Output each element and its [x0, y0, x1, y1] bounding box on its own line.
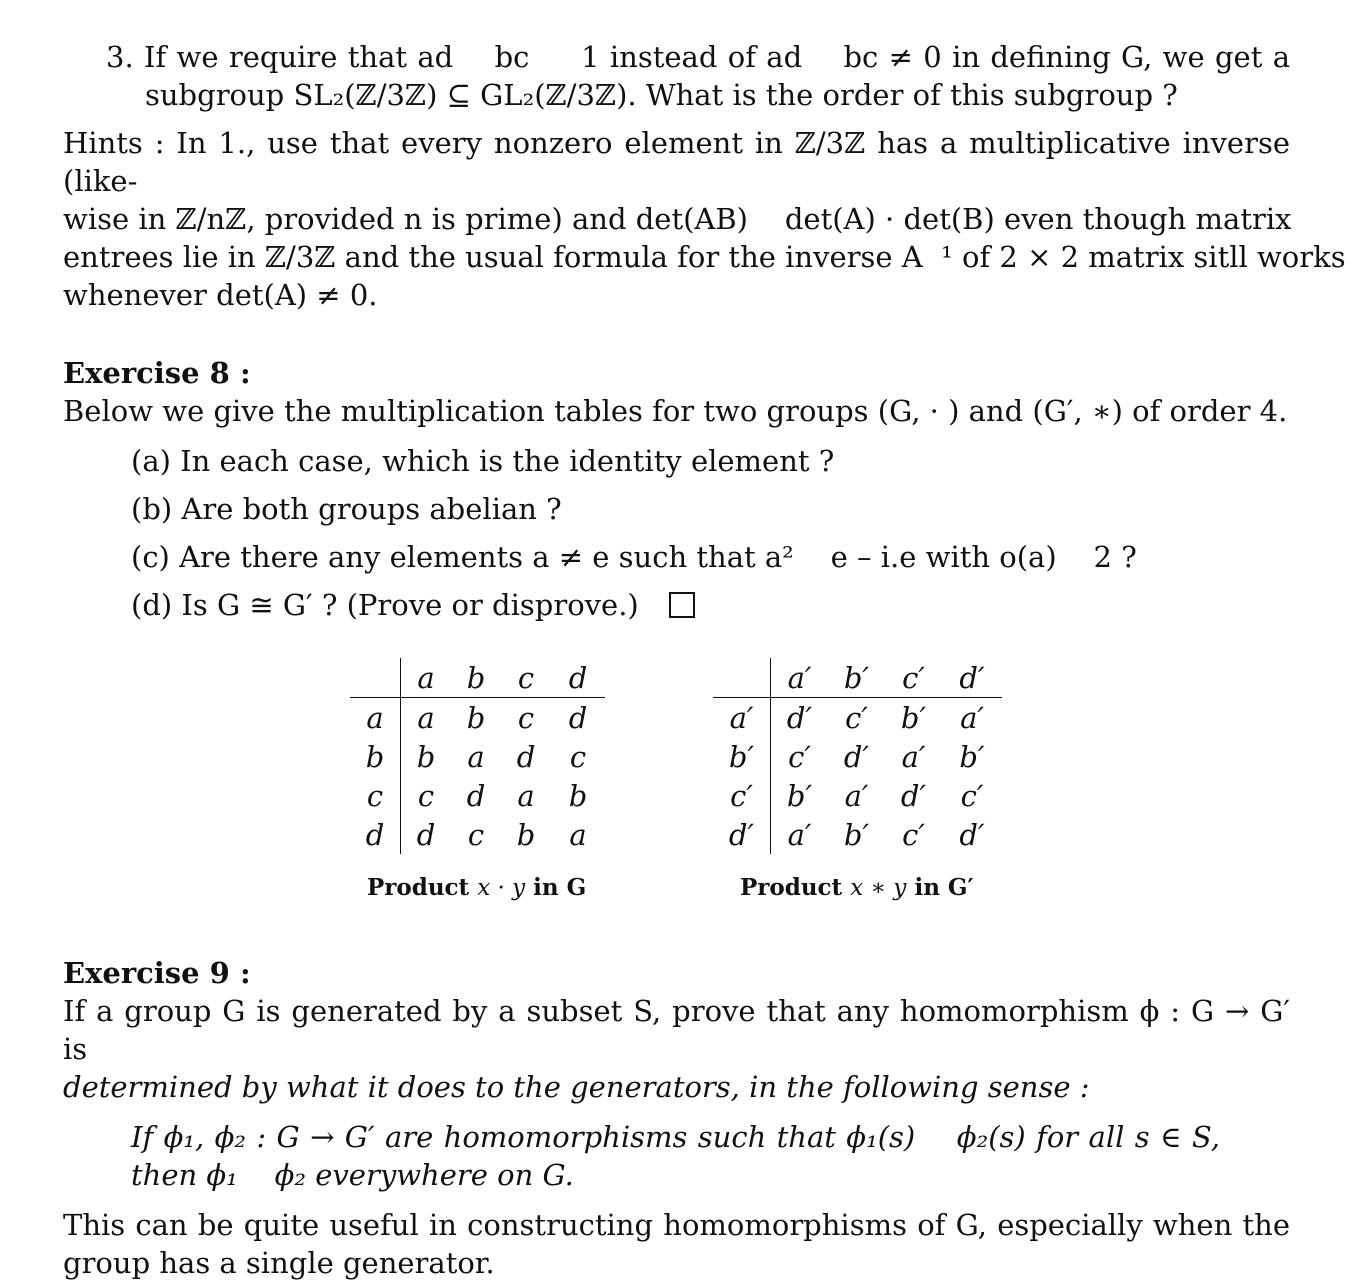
exercise-9-closing [63, 1206, 1290, 1282]
table-g-prime-cell: b′ [843, 817, 870, 852]
table-g-prime-cell: b′ [786, 778, 813, 813]
table-g-prime-cell: b′ [959, 739, 985, 774]
question-d-text: (d) Is G ≅ G′ ? (Prove or disprove.) [131, 588, 639, 622]
question-c: (c) Are there any elements a ≠ e such that a² e – i.e with o(a) 2 ? [131, 540, 1137, 574]
table-g-col-header: b [451, 658, 501, 698]
page [63, 38, 1346, 1282]
hints-line-3: entrees lie in ℤ/3ℤ and the usual formula for the inverse A ¹ of 2 × 2 matrix sitll works [63, 240, 1346, 274]
exercise-9-heading: Exercise 9 : [63, 956, 251, 990]
table-g-prime-cell: c′ [788, 739, 811, 774]
multiplication-tables [63, 634, 1290, 934]
exercise-9-theorem [63, 1118, 1290, 1194]
table-g-prime-col-header: a′ [771, 658, 829, 698]
table-g-row [350, 698, 605, 738]
exercise-9 [63, 954, 1290, 1282]
table-g-caption [367, 869, 586, 907]
exercise-8 [63, 354, 1290, 934]
table-g-col-header: d [551, 658, 605, 698]
table-g-prime-caption [740, 869, 974, 907]
table-g-corner [350, 658, 401, 698]
table-g-prime-row-header: c′ [713, 776, 771, 815]
table-g-prime-cell: d′ [959, 817, 985, 852]
table-g-prime-cell: c′ [902, 817, 925, 852]
hints-line-1: Hints : In 1., use that every nonzero element in ℤ/3ℤ has a multiplicative inverse (like- [63, 126, 1290, 198]
table-g-prime-caption-bold: Product [740, 874, 843, 901]
table-g-cell: b [516, 817, 536, 852]
table-g-row [350, 815, 605, 854]
table-g-prime-cell: d′ [900, 778, 927, 813]
hints-paragraph [63, 124, 1346, 314]
closing-line-1: This can be quite useful in constructing homomorphisms of G, especially when the [63, 1208, 1290, 1242]
table-g-prime-corner [713, 658, 771, 698]
table-g-prime-caption-math: x ∗ y [850, 875, 907, 901]
table-g-cell: d [516, 739, 536, 774]
table-g-prime-cell: a′ [901, 739, 926, 774]
qed-box-icon [669, 592, 695, 618]
exercise-8-questions [63, 442, 1290, 624]
table-g-row [350, 776, 605, 815]
table-g-caption-math: x · y [477, 875, 526, 901]
table-g-cell: c [569, 739, 587, 774]
exercise-9-line-1: If a group G is generated by a subset S, prove that any homomorphism ϕ : G → G′ is [63, 994, 1290, 1066]
item-3-line-2: subgroup SL₂(ℤ/3ℤ) ⊆ GL₂(ℤ/3ℤ). What is the order of this subgroup ? [145, 78, 1178, 112]
table-g-cell: d [466, 778, 486, 813]
exercise-9-line-2: determined by what it does to the generators, in the following sense : [63, 1070, 1090, 1104]
table-g-prime-cell: a′ [787, 817, 812, 852]
table-g-prime-col-header: b′ [828, 658, 885, 698]
table-g-cell: b [416, 739, 436, 774]
table-g-prime-cell: b′ [900, 700, 927, 735]
table-g-prime-cell: d′ [786, 700, 813, 735]
table-g-col-header: a [401, 658, 452, 698]
table-g-prime-row [713, 776, 1002, 815]
table-g-col-header: c [501, 658, 551, 698]
exercise-8-heading: Exercise 8 : [63, 356, 251, 390]
table-g [350, 658, 605, 854]
table-g-prime-row-header: b′ [713, 737, 771, 776]
table-g-prime-cell: a′ [844, 778, 869, 813]
table-g-row [350, 737, 605, 776]
table-g-prime-row-header: d′ [713, 815, 771, 854]
table-g-cell: a [517, 778, 535, 813]
table-g-prime-cell: c′ [845, 700, 868, 735]
table-g-prime-header-row [713, 658, 1002, 698]
table-g-cell: a [467, 739, 485, 774]
item-3 [63, 38, 1290, 114]
theorem-line-2: then ϕ₁ ϕ₂ everywhere on G. [131, 1158, 574, 1192]
question-d [131, 586, 1290, 624]
question-a: (a) In each case, which is the identity element ? [131, 444, 835, 478]
table-g-prime-cell: d′ [843, 739, 870, 774]
table-g-row-header: d [350, 815, 401, 854]
table-g-header-row [350, 658, 605, 698]
table-g-cell: a [569, 817, 587, 852]
hints-line-2: wise in ℤ/nℤ, provided n is prime) and det(AB) det(A) · det(B) even though matrix [63, 202, 1292, 236]
table-g-cell: c [517, 700, 535, 735]
table-g-cell: c [417, 778, 435, 813]
table-g-cell: b [568, 778, 588, 813]
table-g-prime [713, 658, 1002, 854]
table-g-prime-row [713, 815, 1002, 854]
closing-line-2: group has a single generator. [63, 1246, 495, 1280]
table-g-prime-col-header: c′ [885, 658, 942, 698]
table-g-row-header: a [350, 698, 401, 738]
table-g-cell: d [416, 817, 436, 852]
table-g-caption-bold: Product [367, 874, 470, 901]
table-g-cell: a [417, 700, 435, 735]
table-g-prime-cell: a′ [960, 700, 984, 735]
table-g-prime-caption-tail: in G′ [914, 874, 974, 901]
table-g-cell: c [467, 817, 485, 852]
table-g-prime-row-header: a′ [713, 698, 771, 738]
table-g-prime-row [713, 698, 1002, 738]
table-g-cell: d [568, 700, 588, 735]
exercise-8-intro: Below we give the multiplication tables for two groups (G, · ) and (G′, ∗) of order 4. [63, 394, 1288, 428]
question-b: (b) Are both groups abelian ? [131, 492, 562, 526]
table-g-row-header: c [350, 776, 401, 815]
item-3-line-1: 3. If we require that ad bc 1 instead of ad bc ≠ 0 in defining G, we get a [106, 40, 1290, 74]
table-g-prime-cell: c′ [960, 778, 984, 813]
theorem-line-1: If ϕ₁, ϕ₂ : G → G′ are homomorphisms such that ϕ₁(s) ϕ₂(s) for all s ∈ S, [131, 1120, 1220, 1154]
table-g-cell: b [466, 700, 486, 735]
table-g-caption-tail: in G [533, 874, 587, 901]
table-g-prime-row [713, 737, 1002, 776]
hints-line-4: whenever det(A) ≠ 0. [63, 278, 378, 312]
table-g-row-header: b [350, 737, 401, 776]
table-g-prime-col-header: d′ [942, 658, 1002, 698]
